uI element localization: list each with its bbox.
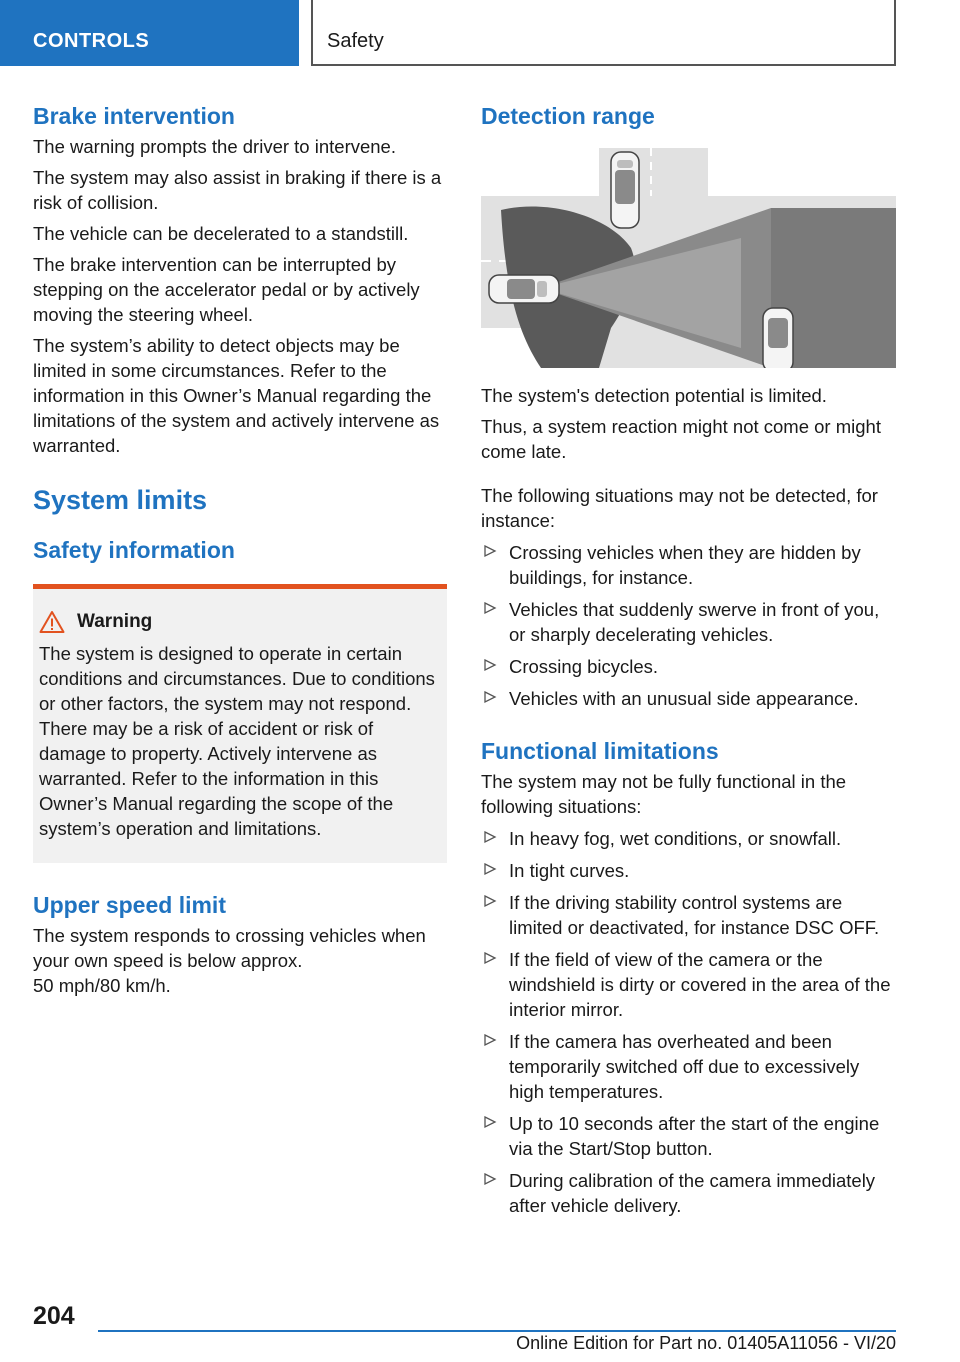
crossing-car-icon xyxy=(611,152,639,228)
system-limits-heading: System limits xyxy=(33,485,208,515)
list-item: If the driving stability control systems are limited or deactivated, for instance DSC OFF. xyxy=(481,890,896,940)
triangle-bullet-icon xyxy=(483,894,497,908)
paragraph: Thus, a system reaction might not come or might come late. xyxy=(481,416,881,462)
triangle-bullet-icon xyxy=(483,1172,497,1186)
triangle-bullet-icon xyxy=(483,690,497,704)
list-item: Crossing vehicles when they are hidden by buildings, for instance. xyxy=(481,540,896,590)
warning-triangle-icon xyxy=(39,610,65,634)
paragraph: The system may not be fully functional in the following situations: xyxy=(481,771,847,817)
detection-list xyxy=(481,540,896,711)
triangle-bullet-icon xyxy=(483,658,497,672)
paragraph: The brake intervention can be interrupted by stepping on the accelerator pedal or by actively moving the steering wheel. xyxy=(33,254,420,325)
triangle-bullet-icon xyxy=(483,544,497,558)
own-car-icon xyxy=(489,275,559,303)
triangle-bullet-icon xyxy=(483,1033,497,1047)
list-item: Vehicles that suddenly swerve in front of you, or sharply decelerating vehicles. xyxy=(481,597,896,647)
right-column xyxy=(481,100,896,1218)
list-item: If the field of view of the camera or the windshield is dirty or covered in the area of the interior mirror. xyxy=(481,947,896,1022)
triangle-bullet-icon xyxy=(483,862,497,876)
list-item: Crossing bicycles. xyxy=(481,654,896,679)
warning-box xyxy=(33,584,447,863)
paragraph: The vehicle can be decelerated to a standstill. xyxy=(33,223,409,244)
functional-list xyxy=(481,826,896,1218)
list-item: In tight curves. xyxy=(481,858,896,883)
brake-intervention-heading: Brake intervention xyxy=(33,103,235,129)
left-column xyxy=(33,100,447,998)
functional-limitations-heading: Functional limitations xyxy=(481,738,719,764)
section-tab: CONTROLS xyxy=(0,0,299,66)
detection-range-heading: Detection range xyxy=(481,103,655,129)
detection-range-illustration xyxy=(481,148,896,368)
chapter-tab: Safety xyxy=(311,0,896,66)
speed-text: The system responds to crossing vehicles when your own speed is below approx. xyxy=(33,925,426,971)
warning-label: Warning xyxy=(77,611,153,632)
upper-speed-limit-heading: Upper speed limit xyxy=(33,892,226,918)
list-item: In heavy fog, wet conditions, or snowfall. xyxy=(481,826,896,851)
list-item: Up to 10 seconds after the start of the engine via the Start/Stop button. xyxy=(481,1111,896,1161)
edition-note: Online Edition for Part no. 01405A11056 - VI/20 xyxy=(516,1333,896,1353)
paragraph: The warning prompts the driver to intervene. xyxy=(33,136,396,157)
list-item: During calibration of the camera immediately after vehicle delivery. xyxy=(481,1168,896,1218)
oncoming-car-icon xyxy=(763,308,793,368)
triangle-bullet-icon xyxy=(483,1115,497,1129)
page-number: 204 xyxy=(33,1302,75,1330)
triangle-bullet-icon xyxy=(483,601,497,615)
warning-text: The system is designed to operate in certain conditions and circumstances. Due to conditions or other factors, the system may not respond. There may be a risk of accident or risk of damage to property. Actively intervene as warranted. Refer to the information in this Owner’s Manual regarding the scope of the system’s operation and limitations. xyxy=(39,643,435,839)
paragraph: The system may also assist in braking if there is a risk of collision. xyxy=(33,167,442,213)
paragraph xyxy=(33,923,447,998)
speed-value: 50 mph/80 km/h. xyxy=(33,975,171,996)
list-item: If the camera has overheated and been temporarily switched off due to excessively high temperatures. xyxy=(481,1029,896,1104)
triangle-bullet-icon xyxy=(483,951,497,965)
list-item: Vehicles with an unusual side appearance. xyxy=(481,686,896,711)
paragraph: The following situations may not be detected, for instance: xyxy=(481,485,878,531)
safety-information-heading: Safety information xyxy=(33,537,235,563)
footer-divider xyxy=(98,1330,896,1332)
warning-header xyxy=(39,609,441,635)
paragraph: The system’s ability to detect objects may be limited in some circumstances. Refer to the information in this Owner’s Manual regarding the limitations of the system and actively intervene as warranted. xyxy=(33,335,440,456)
triangle-bullet-icon xyxy=(483,830,497,844)
page-header xyxy=(0,0,960,66)
paragraph: The system's detection potential is limited. xyxy=(481,385,827,406)
